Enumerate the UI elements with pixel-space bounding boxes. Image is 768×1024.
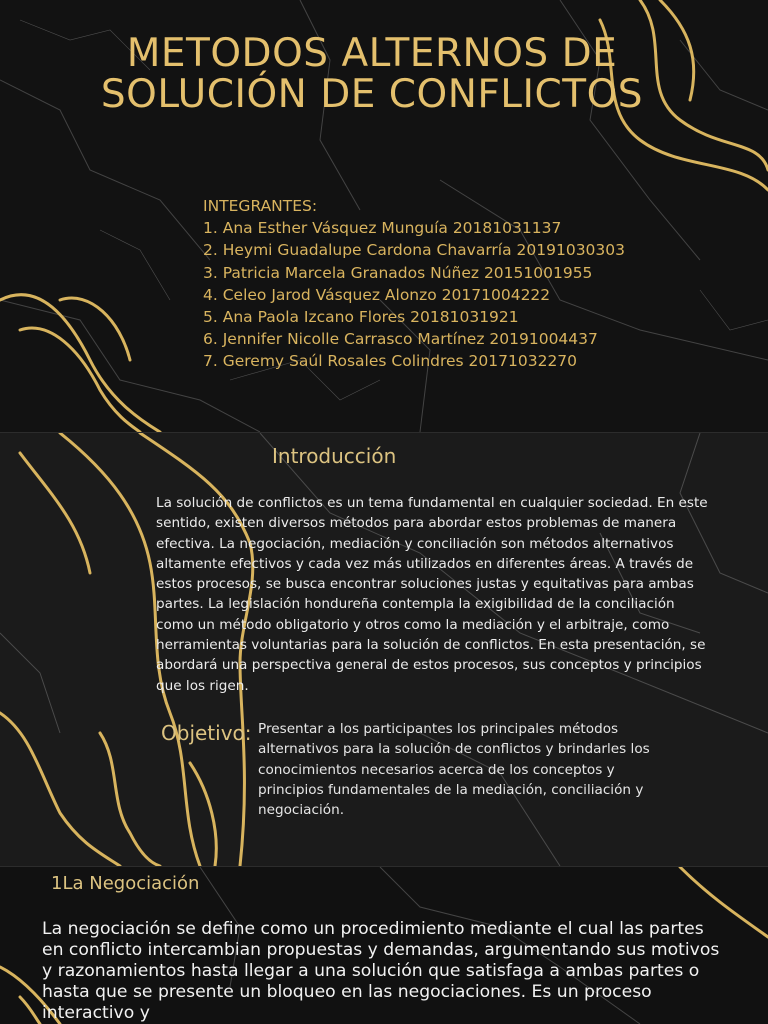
objective-text: Presentar a los participantes los principales métodos alternativos para la solución de conflictos y brindarles los conocimientos necesarios acerca de los conceptos y principios fundamentales de la mediación, conciliación y negociación. [258, 721, 650, 819]
member-item: 5. Ana Paola Izcano Flores 20181031921 [203, 308, 519, 327]
introduction-text: La solución de conflictos es un tema fundamental en cualquier sociedad. En este sentido, existen diversos métodos para abordar estos problemas de manera efectiva. La negociación, mediación y conciliación son métodos alternativos altamente efectivos y cada vez más utilizados en diferentes áreas. A través de estos procesos, se busca encontrar soluciones justas y equitativas para ambas partes. La legislación hondureña contempla la exigibilidad de la conciliación como un método obligatorio y otros como la mediación y el arbitraje, como herramientas voluntarias para la solución de conflictos. En esta presentación, se abordará una perspectiva general de estos procesos, sus conceptos y principios que los rigen. [156, 495, 708, 694]
member-item: 3. Patricia Marcela Granados Núñez 20151001955 [203, 263, 593, 282]
members-list [203, 195, 643, 373]
members-heading: INTEGRANTES: [203, 197, 318, 215]
negotiation-text: La negociación se define como un procedimiento mediante el cual las partes en conflicto intercambian propuestas y demandas, argumentando sus motivos y razonamientos hasta llegar a una solución que satisfaga a ambas partes o hasta que se presente un bloqueo en las negociaciones. Es un proceso interactivo y [42, 919, 720, 1023]
presentation-title: METODOS ALTERNOS DE SOLUCIÓN DE CONFLICTOS [100, 31, 644, 117]
negotiation-slide [0, 867, 768, 1024]
member-item: 6. Jennifer Nicolle Carrasco Martínez 20191004437 [203, 330, 598, 349]
member-item: 4. Celeo Jarod Vásquez Alonzo 20171004222 [203, 285, 551, 304]
negotiation-heading: 1La Negociación [51, 873, 200, 894]
member-item: 1. Ana Esther Vásquez Munguía 20181031137 [203, 219, 562, 238]
objective-heading: Objetivo: [161, 721, 252, 745]
title-slide [0, 0, 768, 432]
introduction-heading: Introducción [272, 444, 397, 468]
member-item: 7. Geremy Saúl Rosales Colindres 20171032270 [203, 352, 578, 371]
member-item: 2. Heymi Guadalupe Cardona Chavarría 20191030303 [203, 241, 626, 260]
introduction-slide [0, 433, 768, 866]
